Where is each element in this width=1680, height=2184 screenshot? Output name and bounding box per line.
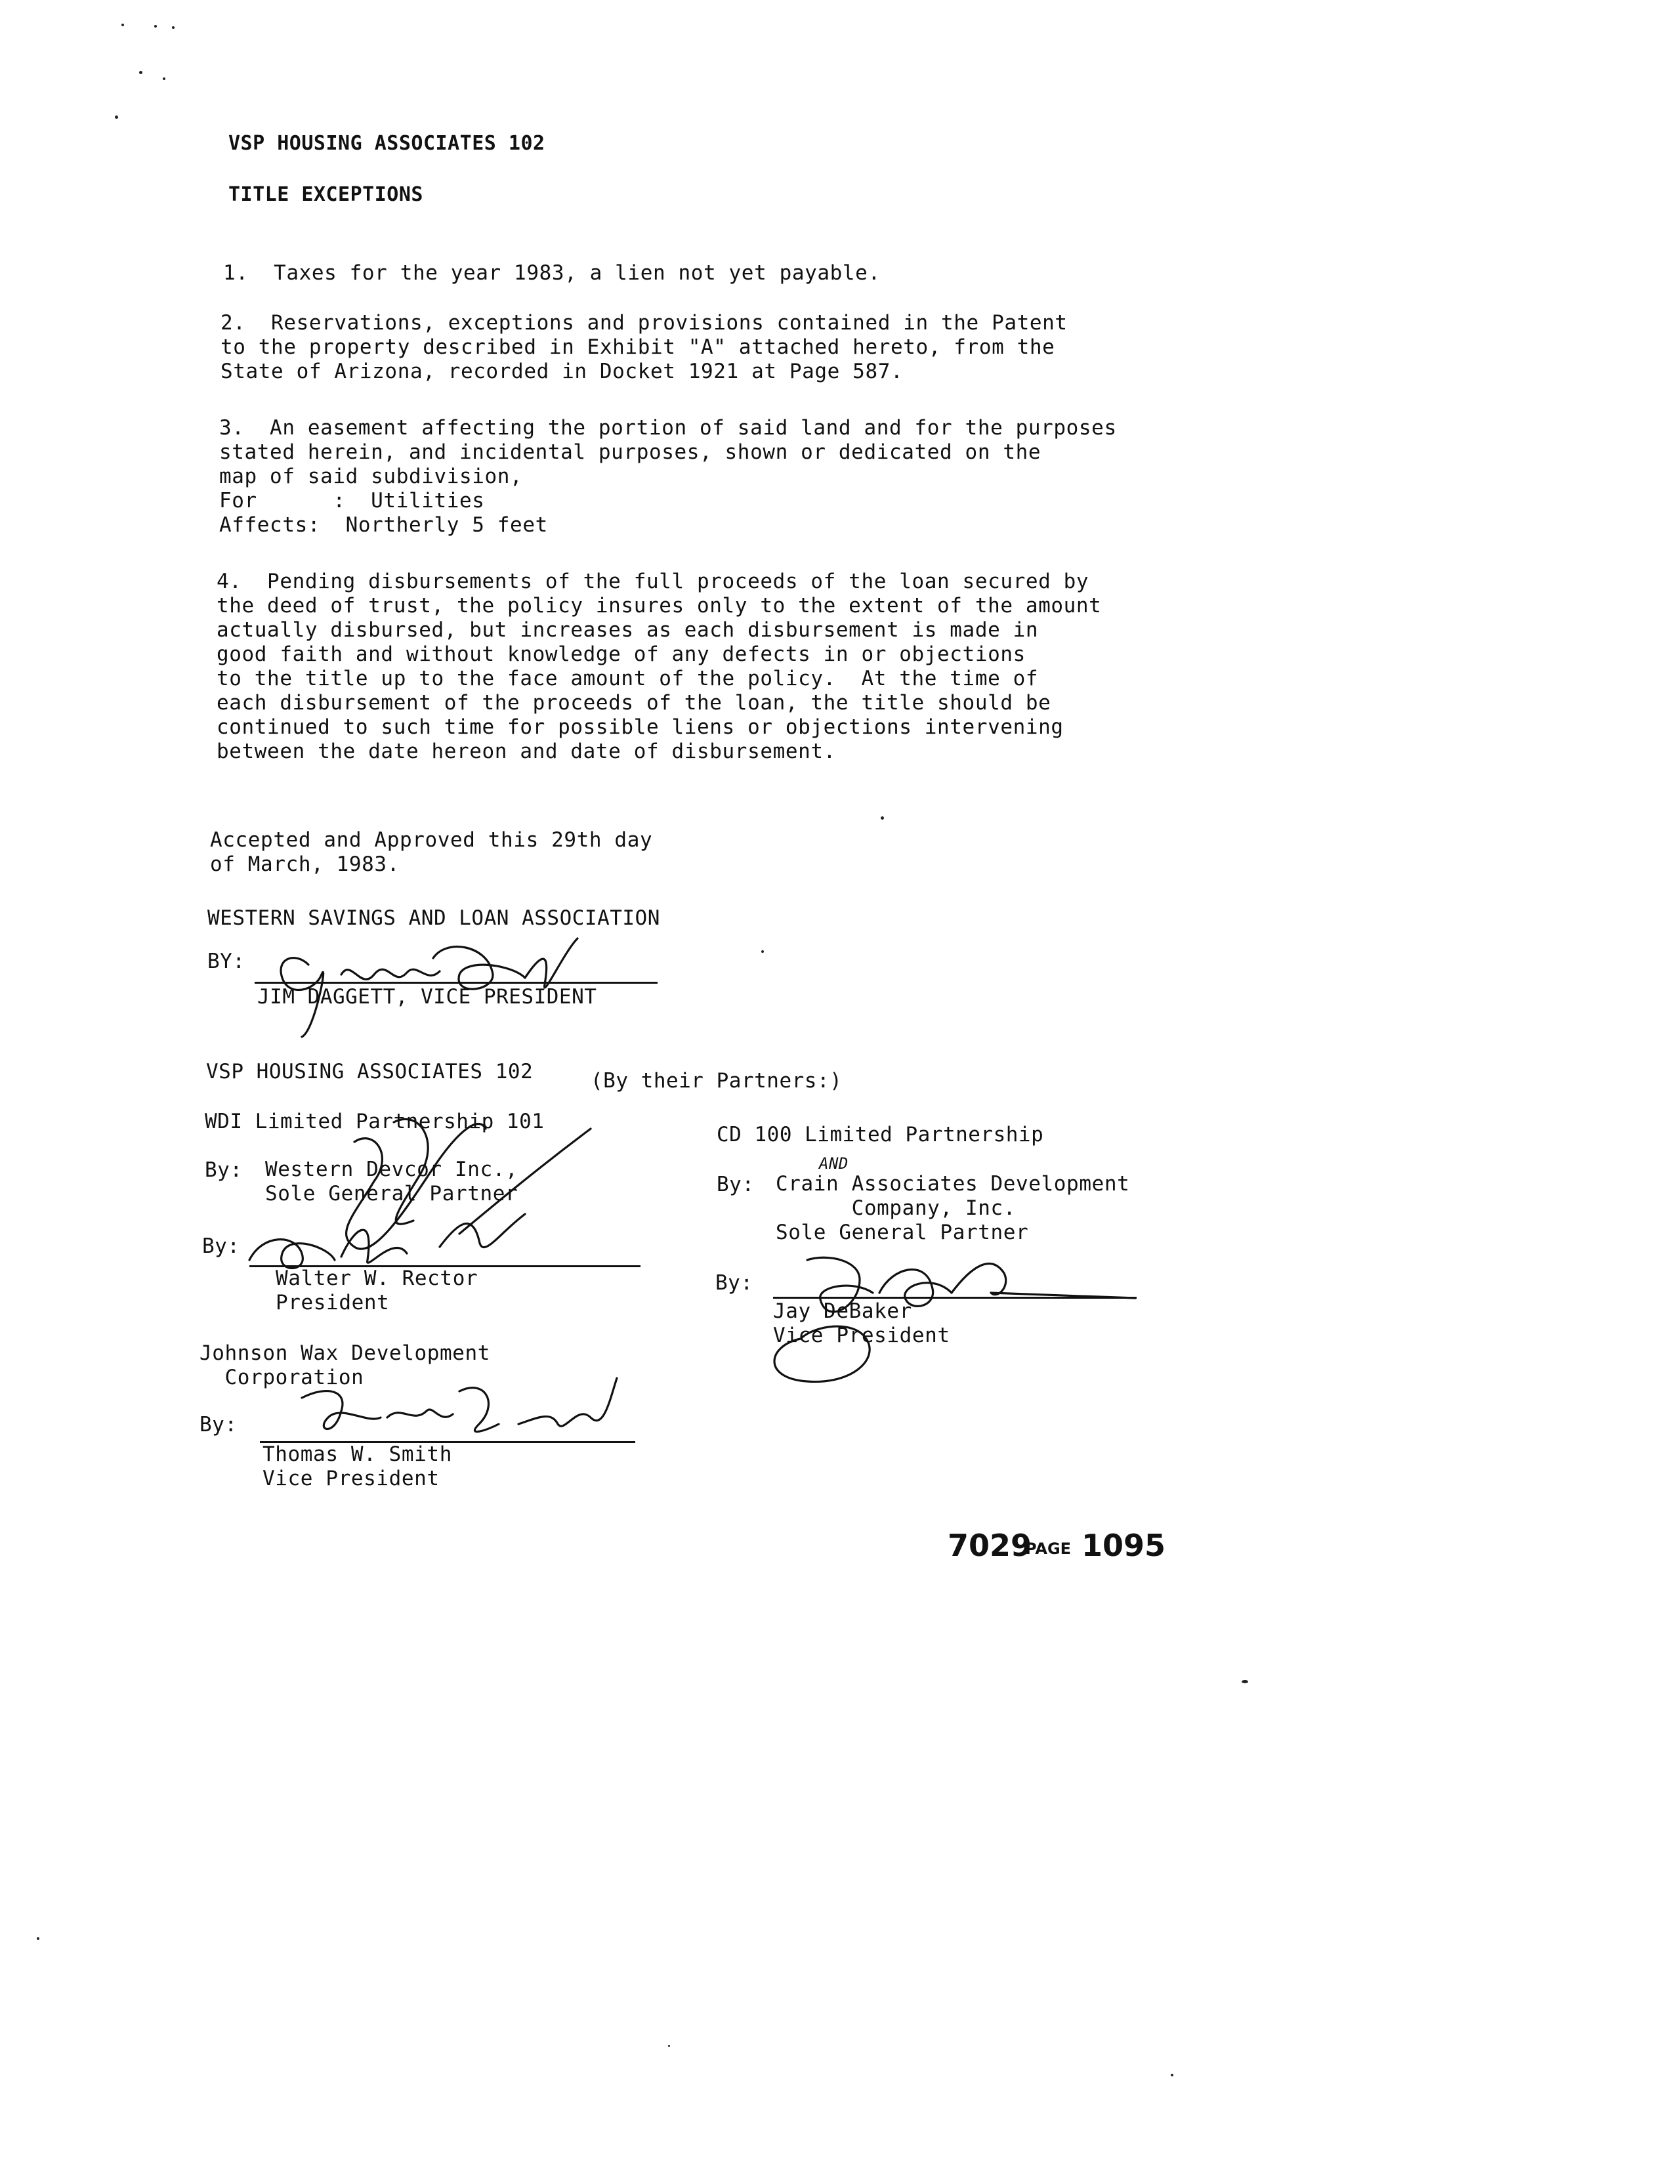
cd-by-label: By: (717, 1173, 755, 1196)
johnson-signature (289, 1372, 630, 1450)
wdi-by2-label: By: (202, 1234, 240, 1258)
lender-signer: JIM DAGGETT, VICE PRESIDENT (257, 985, 597, 1009)
exception-item-4: 4. Pending disbursements of the full proceeds of the loan secured by the deed of trust, the policy insures only to the extent of the amount actually disbursed, but increases as each disbursement is made in good faith and without knowledge of any defects in or objections to the title up to the face amount of the policy. At the time of each disbursement of the proceeds of the loan, the title should be continued to such time for possible liens or objections intervening between the date hereon and date of disbursement. (217, 570, 1102, 763)
lender-name: WESTERN SAVINGS AND LOAN ASSOCIATION (207, 906, 660, 930)
cd-signature (755, 1240, 1148, 1385)
johnson-company-name: Johnson Wax Development Corporation (200, 1341, 491, 1389)
johnson-by-label: By: (200, 1413, 238, 1437)
scan-speck (115, 116, 118, 119)
cd-signer: Jay DeBaker Vice President (773, 1299, 950, 1347)
johnson-signer: Thomas W. Smith Vice President (262, 1442, 452, 1490)
lender-by-label: BY: (207, 950, 245, 973)
scan-speck (761, 950, 764, 953)
scan-speck (121, 24, 124, 26)
company-heading: VSP HOUSING ASSOCIATES 102 (228, 132, 545, 155)
cd-handwritten-insert: AND (819, 1154, 849, 1173)
scan-speck (139, 71, 142, 74)
recording-page-label: PAGE (1025, 1540, 1072, 1558)
lender-signature (236, 912, 604, 1043)
recording-page: 1095 (1082, 1528, 1166, 1563)
wdi-general-partner: Western Devcor Inc., Sole General Partner (265, 1158, 518, 1206)
exception-item-3: 3. An easement affecting the portion of said land and for the purposes stated herein, and incidental purposes, shown or dedicated on the map of said subdivision, For : Utilities Affects: Northerly 5 feet (219, 416, 1117, 537)
borrower-name: VSP HOUSING ASSOCIATES 102 (206, 1060, 534, 1083)
wdi-signer: Walter W. Rector President (276, 1267, 478, 1314)
exception-item-1: 1. Taxes for the year 1983, a lien not yet payable. (223, 261, 881, 285)
scan-speck (154, 25, 157, 28)
scan-speck (37, 1937, 39, 1940)
scan-speck (668, 2045, 670, 2047)
cd-by2-label: By: (715, 1271, 753, 1295)
acceptance-text: Accepted and Approved this 29th day of March, 1983. (210, 828, 653, 876)
recording-book: 7029 (948, 1528, 1032, 1563)
scan-speck (1171, 2074, 1173, 2076)
document-title: TITLE EXCEPTIONS (228, 183, 423, 206)
wdi-signature (223, 1102, 617, 1293)
scan-speck (1242, 1680, 1248, 1683)
scan-speck (881, 816, 884, 820)
exception-item-2: 2. Reservations, exceptions and provisions contained in the Patent to the property described in Exhibit "A" attached hereto, from the State of Arizona, recorded in Docket 1921 at Page 587. (220, 311, 1068, 383)
borrower-note: (By their Partners:) (591, 1069, 843, 1093)
scan-speck (172, 26, 175, 29)
cd-general-partner: Crain Associates Development Company, Inc. Sole General Partner (776, 1172, 1130, 1244)
cd-partnership-name: CD 100 Limited Partnership (717, 1123, 1044, 1146)
wdi-by-label: By: (205, 1158, 243, 1182)
scan-speck (163, 77, 165, 80)
wdi-partnership-name: WDI Limited Partnership 101 (205, 1110, 545, 1133)
